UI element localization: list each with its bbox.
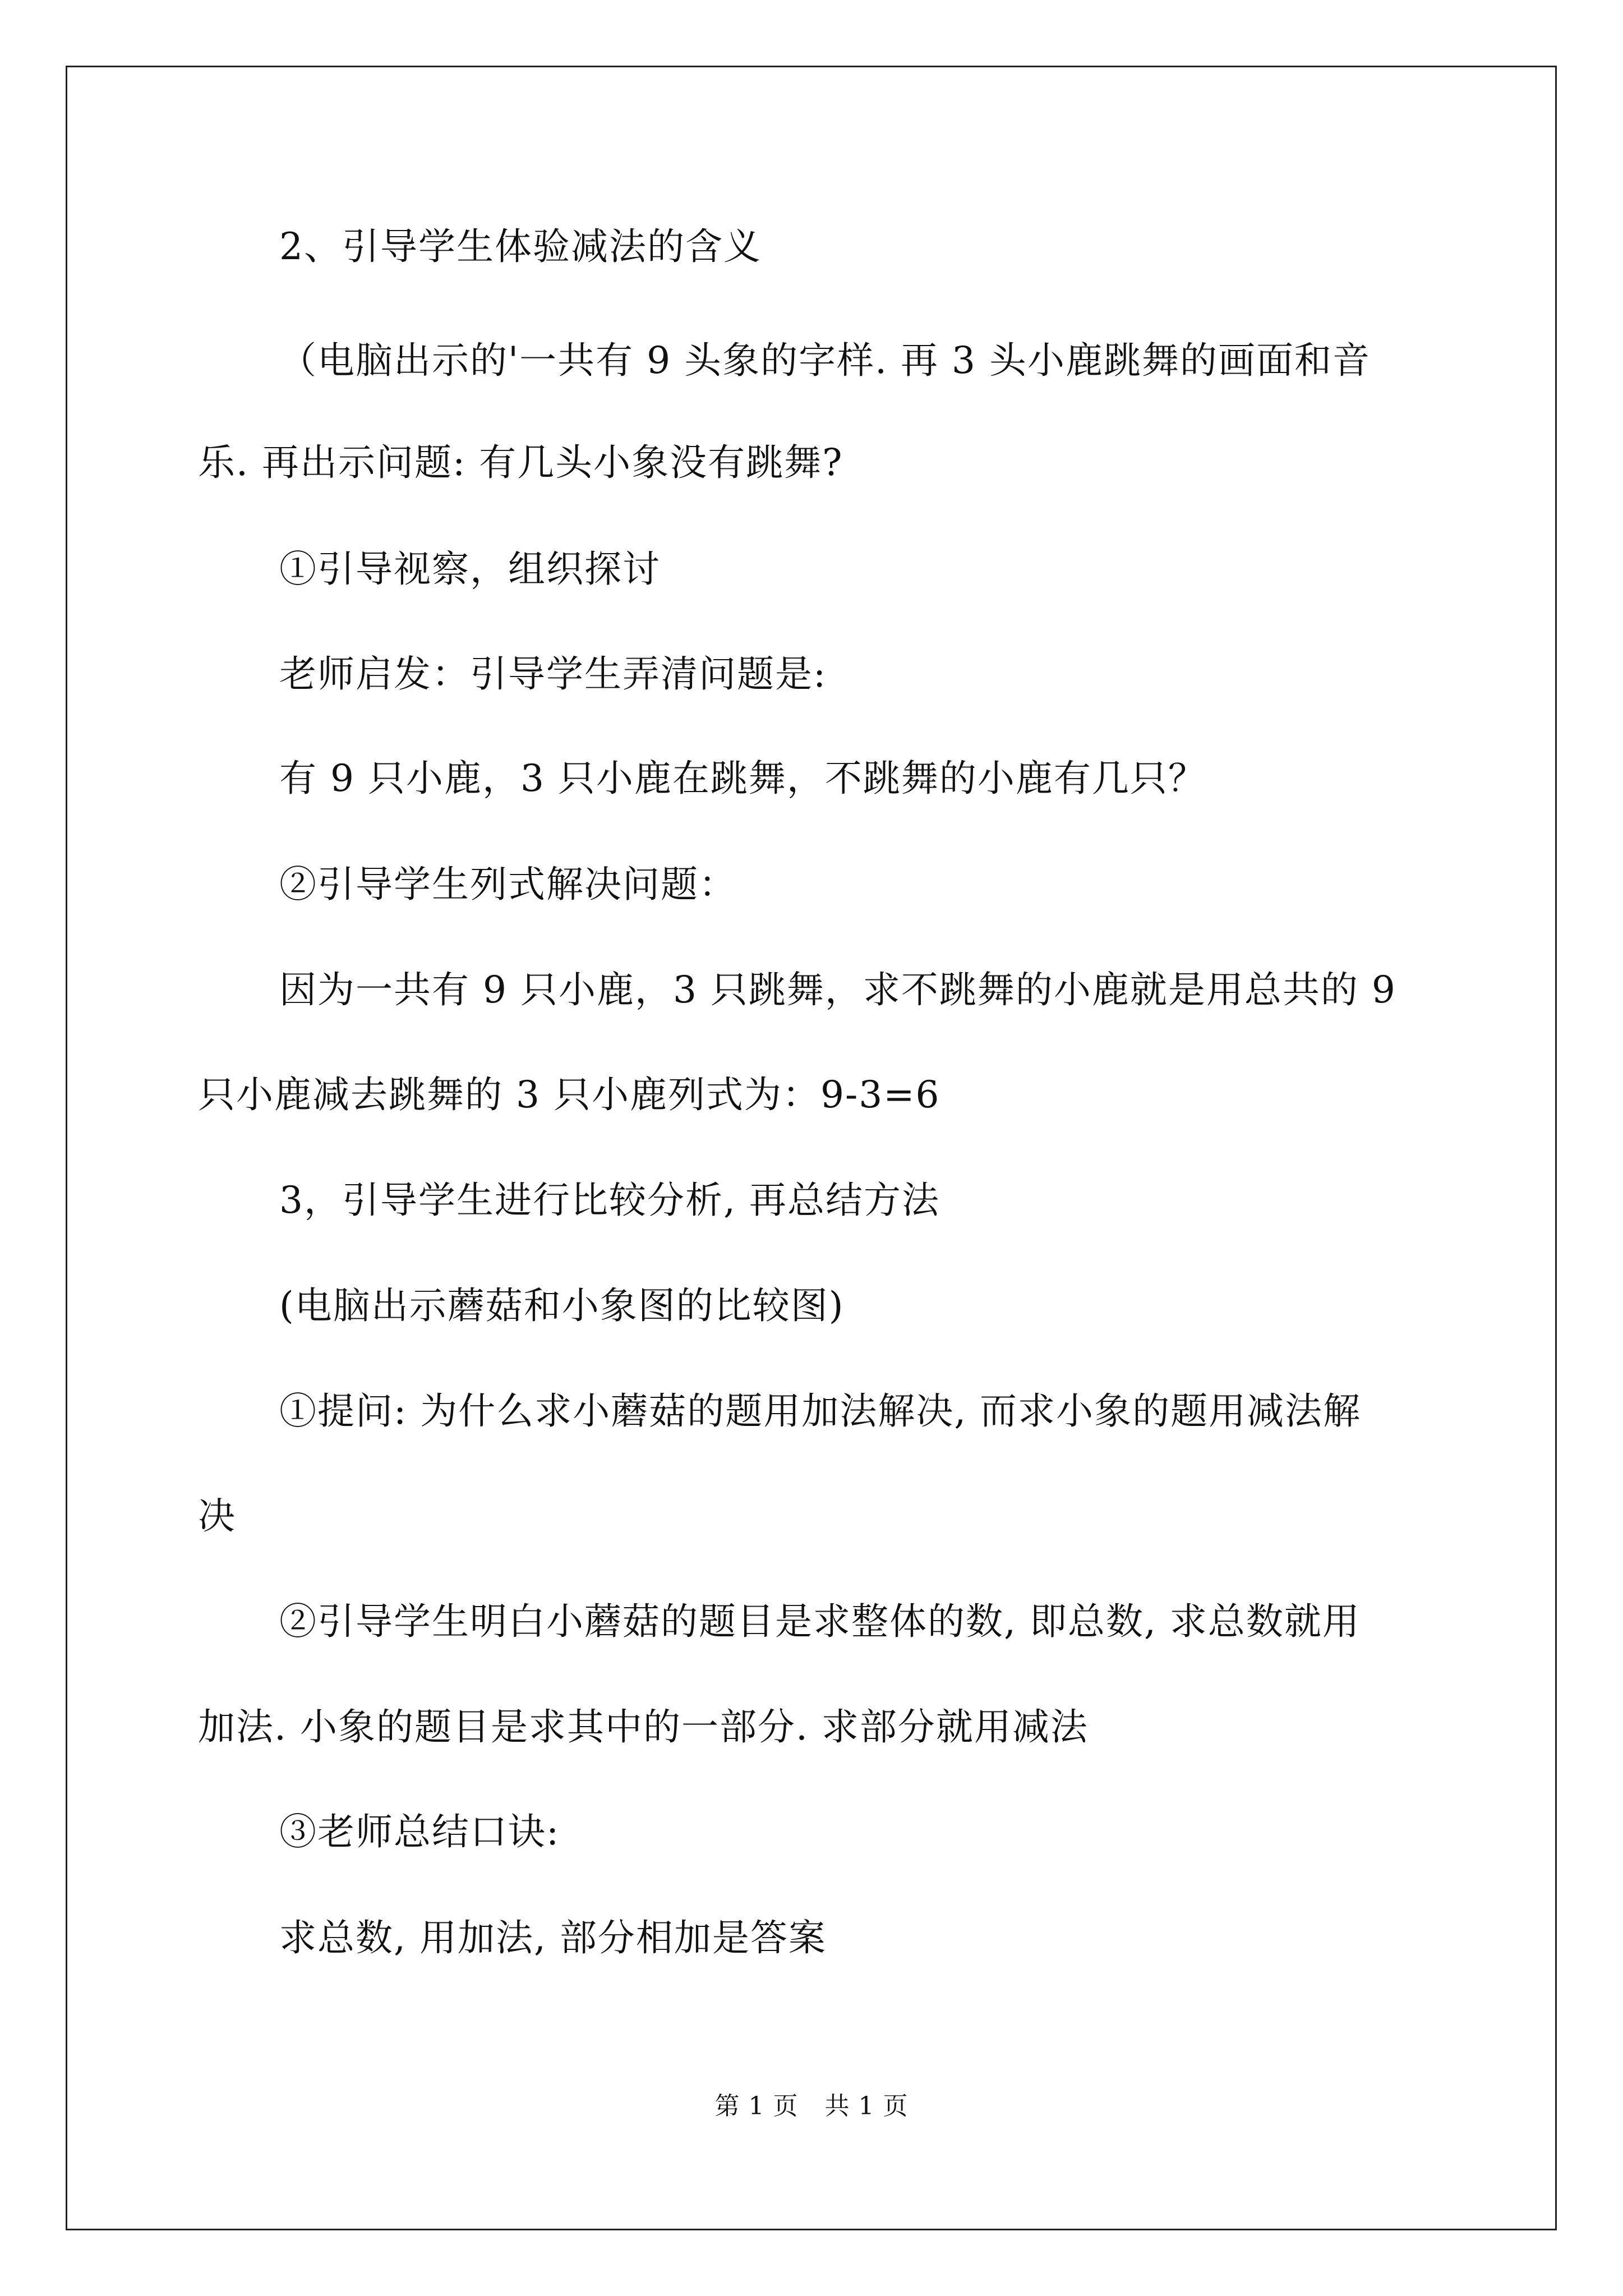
paragraph-line: ②引导学生明白小蘑菇的题目是求整体的数, 即总数, 求总数就用 <box>279 1600 1361 1643</box>
paragraph-line: 只小鹿减去跳舞的 3 只小鹿列式为：9-3=6 <box>198 1073 940 1116</box>
paragraph-line: 加法. 小象的题目是求其中的一部分. 求部分就用减法 <box>198 1705 1089 1749</box>
paragraph-line: 因为一共有 9 只小鹿，3 只跳舞，求不跳舞的小鹿就是用总共的 9 <box>279 968 1396 1011</box>
paragraph-line: ③老师总结口诀: <box>279 1810 560 1853</box>
page-border <box>66 66 1557 2230</box>
paragraph-line: 求总数, 用加法, 部分相加是答案 <box>279 1916 827 1959</box>
paragraph-line: ①提问: 为什么求小蘑菇的题用加法解决, 而求小象的题用减法解 <box>279 1389 1362 1433</box>
paragraph-line: 有 9 只小鹿，3 只小鹿在跳舞，不跳舞的小鹿有几只？ <box>279 757 1206 800</box>
paragraph-line: 3，引导学生进行比较分析, 再总结方法 <box>279 1179 940 1222</box>
paragraph-line: （电脑出示的'一共有 9 头象的字样. 再 3 头小鹿跳舞的画面和音 <box>279 339 1371 382</box>
paragraph-line: 2、引导学生体验减法的含义 <box>279 225 762 268</box>
page-number-total: 共 1 页 <box>824 2092 909 2120</box>
paragraph-line: 老师启发：引导学生弄清问题是: <box>279 652 827 696</box>
paragraph-line: 乐. 再出示问题: 有几头小象没有跳舞? <box>198 441 843 484</box>
page-number-current: 第 1 页 <box>714 2092 799 2120</box>
paragraph-line: ②引导学生列式解决问题： <box>279 863 737 906</box>
page-footer <box>0 2090 1623 2123</box>
paragraph-line: 决 <box>198 1494 236 1538</box>
paragraph-line: (电脑出示蘑菇和小象图的比较图) <box>279 1284 845 1327</box>
paragraph-line: ①引导视察，组织探讨 <box>279 547 661 591</box>
